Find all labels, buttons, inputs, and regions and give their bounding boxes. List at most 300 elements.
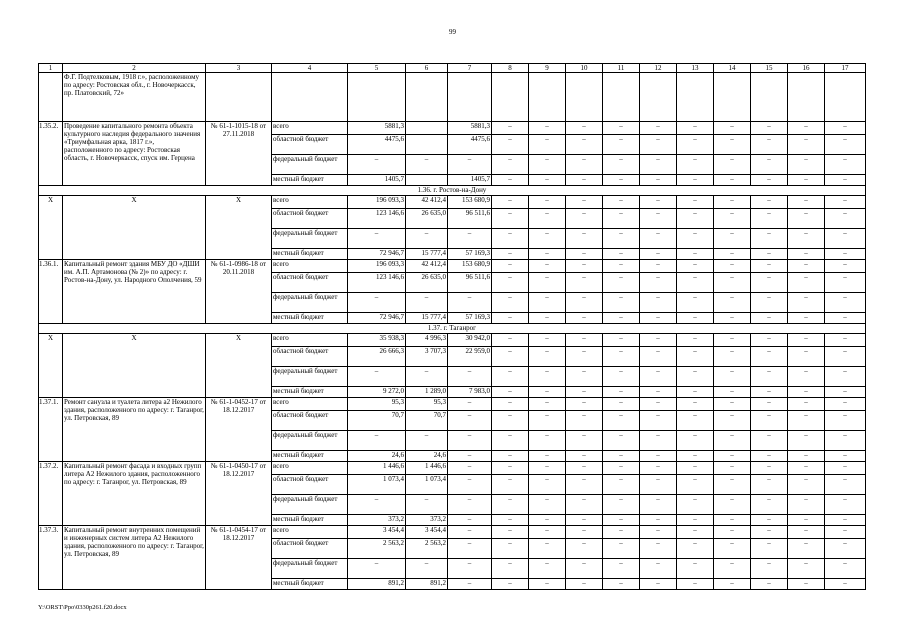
amount-cell: 57 169,3 — [448, 249, 492, 260]
amount-cell: 42 412,4 — [406, 260, 448, 273]
dash-cell: – — [640, 495, 677, 515]
amount-cell: – — [348, 431, 406, 451]
dash-cell: – — [640, 475, 677, 495]
amount-cell: 4475,6 — [348, 135, 406, 155]
amount-cell: 153 680,9 — [448, 260, 492, 273]
dash-cell: – — [825, 411, 866, 431]
column-number: 6 — [406, 64, 448, 73]
table-row — [39, 526, 866, 539]
dash-cell: – — [566, 334, 603, 347]
amount-cell: 96 511,6 — [448, 273, 492, 293]
registration-code: № 61-1-0452-17 от 18.12.2017 — [206, 398, 272, 462]
dash-cell: – — [566, 196, 603, 209]
empty-cell — [825, 73, 866, 122]
dash-cell: – — [677, 155, 714, 175]
funding-source: всего — [272, 122, 348, 135]
dash-cell: – — [492, 539, 529, 559]
dash-cell: – — [492, 122, 529, 135]
dash-cell: – — [492, 462, 529, 475]
dash-cell: – — [677, 579, 714, 590]
dash-cell: – — [529, 313, 566, 324]
dash-cell: – — [566, 495, 603, 515]
dash-cell: – — [751, 135, 788, 155]
dash-cell: – — [566, 475, 603, 495]
row-number: Х — [39, 196, 63, 260]
dash-cell: – — [677, 249, 714, 260]
dash-cell: – — [714, 462, 751, 475]
column-number: 16 — [788, 64, 825, 73]
funding-source: местный бюджет — [272, 249, 348, 260]
dash-cell: – — [751, 526, 788, 539]
dash-cell: – — [714, 579, 751, 590]
table-row — [39, 260, 866, 273]
amount-cell: – — [448, 462, 492, 475]
dash-cell: – — [788, 579, 825, 590]
dash-cell: – — [640, 347, 677, 367]
dash-cell: – — [603, 495, 640, 515]
dash-cell: – — [566, 249, 603, 260]
table-row — [39, 122, 866, 135]
dash-cell: – — [492, 229, 529, 249]
empty-cell — [206, 73, 272, 122]
amount-cell: – — [406, 431, 448, 451]
dash-cell: – — [714, 313, 751, 324]
row-number: 1.36.1. — [39, 260, 63, 324]
dash-cell: – — [492, 475, 529, 495]
amount-cell: 4475,6 — [448, 135, 492, 155]
dash-cell: – — [640, 451, 677, 462]
dash-cell: – — [677, 451, 714, 462]
amount-cell: 1405,7 — [448, 175, 492, 186]
amount-cell: 9 272,0 — [348, 387, 406, 398]
dash-cell: – — [714, 539, 751, 559]
amount-cell: – — [448, 475, 492, 495]
amount-cell — [406, 122, 448, 135]
registration-code: № 61-1-1015-18 от 27.11.2018 — [206, 122, 272, 186]
funding-source: местный бюджет — [272, 313, 348, 324]
dash-cell: – — [751, 347, 788, 367]
dash-cell: – — [825, 135, 866, 155]
dash-cell: – — [492, 135, 529, 155]
dash-cell: – — [714, 249, 751, 260]
dash-cell: – — [751, 334, 788, 347]
dash-cell: – — [566, 122, 603, 135]
amount-cell: 70,7 — [406, 411, 448, 431]
row-number: 1.35.2. — [39, 122, 63, 186]
empty-cell — [714, 73, 751, 122]
dash-cell: – — [714, 229, 751, 249]
dash-cell: – — [825, 293, 866, 313]
dash-cell: – — [714, 135, 751, 155]
dash-cell: – — [714, 155, 751, 175]
funding-source: федеральный бюджет — [272, 495, 348, 515]
amount-cell: 1405,7 — [348, 175, 406, 186]
amount-cell: – — [448, 398, 492, 411]
dash-cell: – — [640, 313, 677, 324]
dash-cell: – — [529, 334, 566, 347]
dash-cell: – — [714, 175, 751, 186]
funding-source: всего — [272, 260, 348, 273]
dash-cell: – — [492, 249, 529, 260]
dash-cell: – — [788, 334, 825, 347]
dash-cell: – — [788, 249, 825, 260]
amount-cell: 7 983,0 — [448, 387, 492, 398]
dash-cell: – — [825, 387, 866, 398]
dash-cell: – — [677, 260, 714, 273]
dash-cell: – — [566, 387, 603, 398]
dash-cell: – — [751, 495, 788, 515]
dash-cell: – — [603, 539, 640, 559]
dash-cell: – — [603, 526, 640, 539]
dash-cell: – — [788, 196, 825, 209]
dash-cell: – — [640, 273, 677, 293]
dash-cell: – — [603, 122, 640, 135]
amount-cell: 22 959,0 — [448, 347, 492, 367]
dash-cell: – — [492, 579, 529, 590]
empty-cell — [640, 73, 677, 122]
funding-source: областной бюджет — [272, 209, 348, 229]
dash-cell: – — [714, 387, 751, 398]
dash-cell: – — [714, 515, 751, 526]
dash-cell: – — [529, 451, 566, 462]
dash-cell: – — [788, 273, 825, 293]
dash-cell: – — [566, 411, 603, 431]
funding-source: федеральный бюджет — [272, 559, 348, 579]
dash-cell: – — [825, 559, 866, 579]
funding-source: местный бюджет — [272, 387, 348, 398]
dash-cell: – — [640, 387, 677, 398]
column-number: 1 — [39, 64, 63, 73]
dash-cell: – — [492, 526, 529, 539]
row-number: 1.37.2. — [39, 462, 63, 526]
dash-cell: – — [603, 431, 640, 451]
amount-cell: 1 446,6 — [348, 462, 406, 475]
object-name: Проведение капитального ремонта объекта культурного наследия федерального значения «Триумфальная арка, 1817 г.», расположенного по адресу: Ростовская область, г. Новочеркасск, спуск им. Герцена — [63, 122, 206, 186]
dash-cell: – — [677, 313, 714, 324]
dash-cell: – — [529, 387, 566, 398]
dash-cell: – — [788, 526, 825, 539]
registration-code: № 61-1-0454-17 от 18.12.2017 — [206, 526, 272, 590]
amount-cell: 123 146,6 — [348, 209, 406, 229]
object-name: Капитальный ремонт здания МБУ ДО «ДШИ им. А.П. Артамонова (№ 2)» по адресу: г. Ростов-на-Дону, ул. Народного Ополчения, 59 — [63, 260, 206, 324]
dash-cell: – — [603, 273, 640, 293]
dash-cell: – — [788, 367, 825, 387]
amount-cell: 3 707,3 — [406, 347, 448, 367]
dash-cell: – — [492, 209, 529, 229]
amount-cell: 1 289,0 — [406, 387, 448, 398]
column-number: 13 — [677, 64, 714, 73]
dash-cell: – — [603, 155, 640, 175]
dash-cell: – — [714, 475, 751, 495]
dash-cell: – — [751, 293, 788, 313]
dash-cell: – — [603, 515, 640, 526]
registration-code: Х — [206, 196, 272, 260]
dash-cell: – — [566, 526, 603, 539]
dash-cell: – — [677, 515, 714, 526]
empty-cell — [348, 73, 406, 122]
dash-cell: – — [677, 175, 714, 186]
dash-cell: – — [788, 559, 825, 579]
dash-cell: – — [492, 313, 529, 324]
dash-cell: – — [492, 398, 529, 411]
dash-cell: – — [677, 411, 714, 431]
dash-cell: – — [640, 209, 677, 229]
empty-cell — [529, 73, 566, 122]
amount-cell: – — [406, 293, 448, 313]
empty-cell — [448, 73, 492, 122]
column-number: 12 — [640, 64, 677, 73]
amount-cell: – — [406, 559, 448, 579]
dash-cell: – — [714, 293, 751, 313]
amount-cell: – — [448, 367, 492, 387]
dash-cell: – — [751, 273, 788, 293]
dash-cell: – — [640, 175, 677, 186]
dash-cell: – — [529, 229, 566, 249]
amount-cell: 30 942,0 — [448, 334, 492, 347]
amount-cell: – — [406, 155, 448, 175]
dash-cell: – — [825, 334, 866, 347]
dash-cell: – — [566, 273, 603, 293]
object-name: Капитальный ремонт фасада и входных групп литера А2 Нежилого здания, расположенного по адресу: г. Таганрог, ул. Петровская, 89 — [63, 462, 206, 526]
dash-cell: – — [714, 451, 751, 462]
dash-cell: – — [677, 196, 714, 209]
amount-cell: – — [448, 229, 492, 249]
dash-cell: – — [825, 475, 866, 495]
dash-cell: – — [751, 398, 788, 411]
dash-cell: – — [751, 559, 788, 579]
dash-cell: – — [492, 175, 529, 186]
funding-source: областной бюджет — [272, 273, 348, 293]
object-name: Капитальный ремонт внутренних помещений и инженерных систем литера А2 Нежилого здания, расположенного по адресу: г. Таганрог, ул. Петровская, 89 — [63, 526, 206, 590]
dash-cell: – — [529, 122, 566, 135]
dash-cell: – — [640, 431, 677, 451]
registration-code: № 61-1-0450-17 от 18.12.2017 — [206, 462, 272, 526]
dash-cell: – — [529, 273, 566, 293]
dash-cell: – — [714, 334, 751, 347]
amount-cell: 373,2 — [406, 515, 448, 526]
dash-cell: – — [677, 495, 714, 515]
dash-cell: – — [566, 135, 603, 155]
dash-cell: – — [825, 313, 866, 324]
dash-cell: – — [603, 475, 640, 495]
dash-cell: – — [529, 175, 566, 186]
amount-cell: – — [348, 293, 406, 313]
dash-cell: – — [566, 175, 603, 186]
dash-cell: – — [640, 229, 677, 249]
dash-cell: – — [492, 387, 529, 398]
dash-cell: – — [677, 367, 714, 387]
dash-cell: – — [529, 293, 566, 313]
dash-cell: – — [492, 155, 529, 175]
section-row — [39, 324, 866, 334]
column-number: 11 — [603, 64, 640, 73]
dash-cell: – — [825, 462, 866, 475]
dash-cell: – — [640, 135, 677, 155]
funding-source: областной бюджет — [272, 135, 348, 155]
dash-cell: – — [677, 229, 714, 249]
dash-cell: – — [566, 209, 603, 229]
funding-source: всего — [272, 398, 348, 411]
column-number: 7 — [448, 64, 492, 73]
empty-cell — [788, 73, 825, 122]
dash-cell: – — [566, 462, 603, 475]
dash-cell: – — [529, 135, 566, 155]
dash-cell: – — [566, 347, 603, 367]
dash-cell: – — [751, 475, 788, 495]
dash-cell: – — [788, 135, 825, 155]
dash-cell: – — [640, 293, 677, 313]
dash-cell: – — [714, 260, 751, 273]
amount-cell: 95,3 — [406, 398, 448, 411]
dash-cell: – — [825, 175, 866, 186]
column-number: 9 — [529, 64, 566, 73]
dash-cell: – — [492, 559, 529, 579]
dash-cell: – — [529, 539, 566, 559]
dash-cell: – — [714, 347, 751, 367]
registration-code: Х — [206, 334, 272, 398]
amount-cell: 3 454,4 — [348, 526, 406, 539]
funding-source: областной бюджет — [272, 539, 348, 559]
dash-cell: – — [492, 273, 529, 293]
dash-cell: – — [825, 260, 866, 273]
dash-cell: – — [529, 367, 566, 387]
dash-cell: – — [640, 334, 677, 347]
table-row — [39, 398, 866, 411]
dash-cell: – — [677, 475, 714, 495]
amount-cell — [406, 175, 448, 186]
dash-cell: – — [751, 515, 788, 526]
dash-cell: – — [603, 387, 640, 398]
dash-cell: – — [640, 249, 677, 260]
empty-cell — [272, 73, 348, 122]
dash-cell: – — [788, 122, 825, 135]
dash-cell: – — [566, 559, 603, 579]
dash-cell: – — [788, 411, 825, 431]
dash-cell: – — [492, 515, 529, 526]
funding-source: всего — [272, 462, 348, 475]
dash-cell: – — [825, 515, 866, 526]
dash-cell: – — [677, 135, 714, 155]
dash-cell: – — [825, 229, 866, 249]
dash-cell: – — [751, 209, 788, 229]
column-number: 5 — [348, 64, 406, 73]
dash-cell: – — [677, 334, 714, 347]
dash-cell: – — [492, 495, 529, 515]
dash-cell: – — [640, 196, 677, 209]
column-number: 15 — [751, 64, 788, 73]
amount-cell: 15 777,4 — [406, 313, 448, 324]
column-number: 10 — [566, 64, 603, 73]
amount-cell: 72 946,7 — [348, 313, 406, 324]
dash-cell: – — [788, 347, 825, 367]
dash-cell: – — [640, 526, 677, 539]
dash-cell: – — [788, 293, 825, 313]
column-number: 8 — [492, 64, 529, 73]
dash-cell: – — [677, 462, 714, 475]
dash-cell: – — [640, 515, 677, 526]
dash-cell: – — [751, 462, 788, 475]
dash-cell: – — [825, 155, 866, 175]
dash-cell: – — [492, 196, 529, 209]
amount-cell: 891,2 — [348, 579, 406, 590]
section-row — [39, 186, 866, 196]
amount-cell: 1 073,4 — [406, 475, 448, 495]
dash-cell: – — [751, 175, 788, 186]
dash-cell: – — [529, 260, 566, 273]
dash-cell: – — [751, 122, 788, 135]
dash-cell: – — [603, 135, 640, 155]
dash-cell: – — [603, 249, 640, 260]
funding-source: всего — [272, 526, 348, 539]
amount-cell: – — [448, 495, 492, 515]
amount-cell: – — [448, 411, 492, 431]
dash-cell: – — [529, 196, 566, 209]
amount-cell: 373,2 — [348, 515, 406, 526]
amount-cell: – — [448, 579, 492, 590]
dash-cell: – — [714, 209, 751, 229]
object-name: Х — [63, 334, 206, 398]
amount-cell — [406, 135, 448, 155]
dash-cell: – — [788, 313, 825, 324]
dash-cell: – — [825, 249, 866, 260]
dash-cell: – — [529, 347, 566, 367]
funding-source: областной бюджет — [272, 411, 348, 431]
amount-cell: 96 511,6 — [448, 209, 492, 229]
dash-cell: – — [751, 196, 788, 209]
dash-cell: – — [825, 196, 866, 209]
funding-source: областной бюджет — [272, 347, 348, 367]
amount-cell: 891,2 — [406, 579, 448, 590]
empty-cell — [751, 73, 788, 122]
dash-cell: – — [825, 398, 866, 411]
dash-cell: – — [603, 411, 640, 431]
amount-cell: – — [448, 155, 492, 175]
dash-cell: – — [640, 539, 677, 559]
dash-cell: – — [788, 229, 825, 249]
amount-cell: 24,6 — [406, 451, 448, 462]
dash-cell: – — [529, 515, 566, 526]
dash-cell: – — [788, 260, 825, 273]
amount-cell: – — [348, 559, 406, 579]
dash-cell: – — [788, 175, 825, 186]
dash-cell: – — [714, 196, 751, 209]
row-number: 1.37.3. — [39, 526, 63, 590]
dash-cell: – — [603, 398, 640, 411]
dash-cell: – — [566, 539, 603, 559]
amount-cell: 4 996,3 — [406, 334, 448, 347]
dash-cell: – — [640, 260, 677, 273]
dash-cell: – — [603, 229, 640, 249]
dash-cell: – — [788, 387, 825, 398]
funding-source: федеральный бюджет — [272, 293, 348, 313]
dash-cell: – — [751, 229, 788, 249]
dash-cell: – — [566, 398, 603, 411]
dash-cell: – — [677, 122, 714, 135]
dash-cell: – — [677, 209, 714, 229]
dash-cell: – — [714, 273, 751, 293]
amount-cell: 3 454,4 — [406, 526, 448, 539]
dash-cell: – — [566, 229, 603, 249]
funding-source: федеральный бюджет — [272, 431, 348, 451]
dash-cell: – — [603, 196, 640, 209]
dash-cell: – — [751, 451, 788, 462]
dash-cell: – — [788, 155, 825, 175]
dash-cell: – — [714, 559, 751, 579]
dash-cell: – — [751, 539, 788, 559]
row-number — [39, 73, 63, 122]
dash-cell: – — [751, 249, 788, 260]
dash-cell: – — [603, 293, 640, 313]
